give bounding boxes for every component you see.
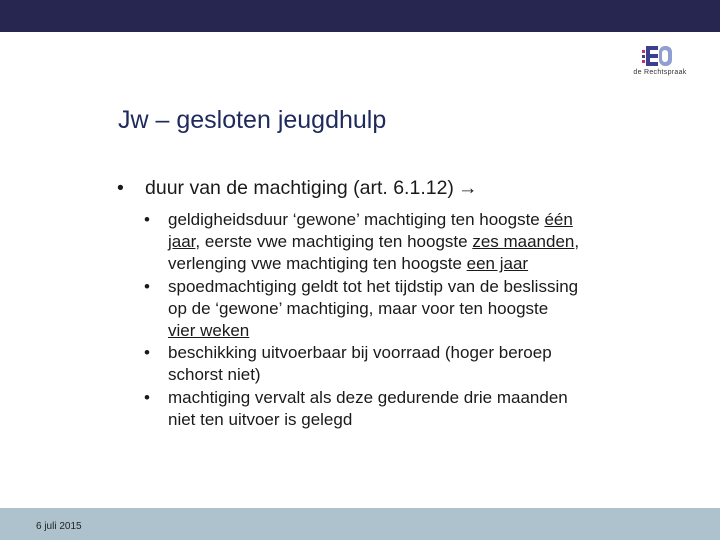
sub-bullet-text: , verlenging vwe machtiging ten hoogste (168, 232, 580, 274)
arrow-right-icon: → (457, 177, 478, 199)
bullet-icon: • (144, 276, 150, 296)
sub-bullet-item (140, 209, 580, 276)
bullet-icon: • (117, 177, 124, 199)
sub-bullet-text: geldigheidsduur ‘gewone’ machtiging ten hoogste (168, 210, 545, 229)
underlined-term: zes maanden (472, 232, 575, 252)
slide-date: 6 juli 2015 (36, 521, 82, 532)
sub-bullet-item (140, 387, 580, 431)
main-bullet (117, 177, 477, 200)
sub-bullet-item (140, 342, 580, 386)
bullet-icon: • (144, 343, 150, 363)
sub-bullet-text: , eerste vwe machtiging ten hoogste (195, 232, 473, 252)
sub-bullet-text: machtiging vervalt als deze gedurende drie maanden niet ten uitvoer is gelegd (168, 387, 568, 429)
sub-bullet-list (140, 209, 580, 431)
top-bar (0, 0, 720, 32)
underlined-term: één jaar (168, 210, 573, 252)
logo-text: de Rechtspraak (633, 69, 687, 76)
footer-bar (0, 508, 720, 540)
logo-mark-icon (642, 44, 680, 68)
sub-bullet-text: spoedmachtiging geldt tot het tijdstip van de beslissing op de ‘gewone’ machtiging, maar voor ten hoogste (168, 276, 579, 318)
bullet-icon: • (144, 210, 150, 229)
sub-bullet-text: beschikking uitvoerbaar bij voorraad (hoger beroep schorst niet) (168, 343, 552, 385)
bullet-icon: • (144, 387, 150, 407)
underlined-term: vier weken (168, 321, 250, 341)
underlined-term: een jaar (466, 254, 529, 274)
main-bullet-text: duur van de machtiging (art. 6.1.12) (145, 177, 454, 199)
rechtspraak-logo (624, 44, 696, 84)
sub-bullet-item (140, 276, 580, 343)
slide-title: Jw – gesloten jeugdhulp (118, 106, 387, 134)
